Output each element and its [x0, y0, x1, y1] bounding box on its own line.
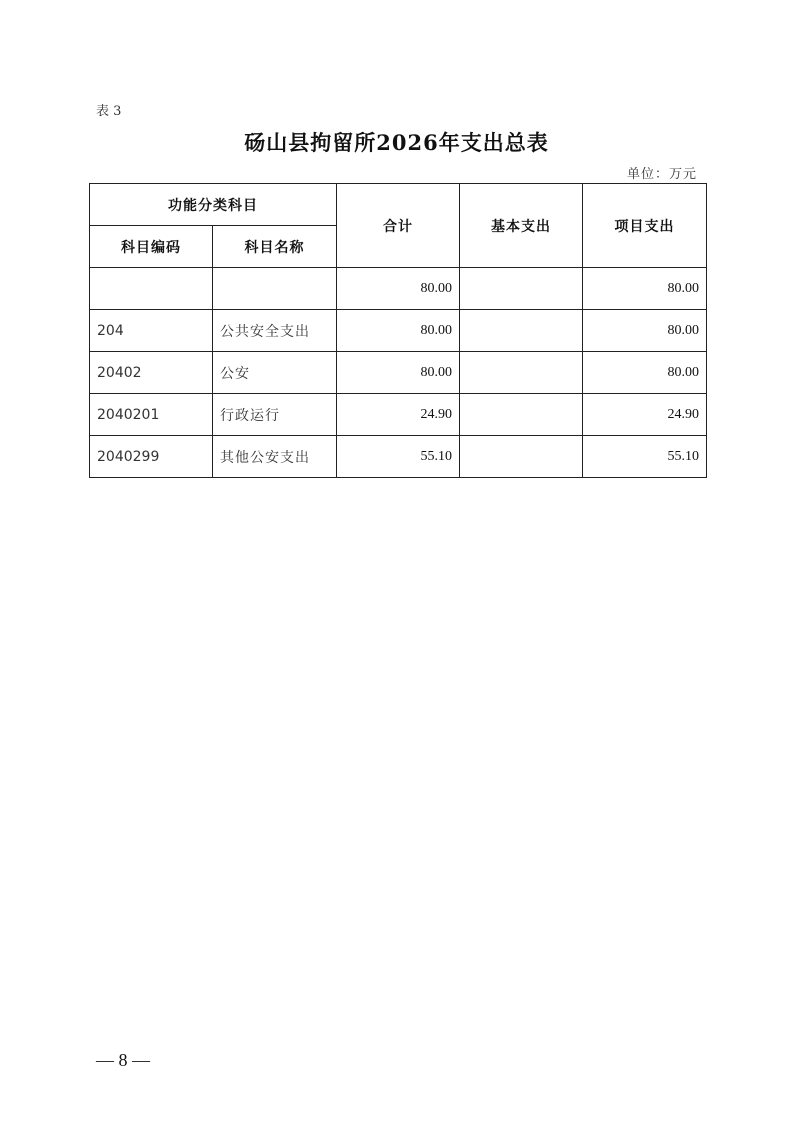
- table-row: [90, 436, 707, 478]
- cell-total: 55.10: [337, 436, 460, 478]
- cell-project: 24.90: [583, 394, 707, 436]
- table-row: [90, 352, 707, 394]
- cell-basic: [460, 394, 583, 436]
- cell-name: 公共安全支出: [213, 310, 337, 352]
- cell-name: 其他公安支出: [213, 436, 337, 478]
- header-function-category: 功能分类科目: [90, 184, 337, 226]
- header-subject-code: 科目编码: [90, 226, 213, 268]
- cell-basic: [460, 310, 583, 352]
- cell-basic: [460, 436, 583, 478]
- table-row: [90, 310, 707, 352]
- expenditure-table: [89, 183, 707, 478]
- cell-code: 2040299: [90, 436, 213, 478]
- cell-project: 55.10: [583, 436, 707, 478]
- cell-total: 80.00: [337, 268, 460, 310]
- table-row: [90, 268, 707, 310]
- cell-project: 80.00: [583, 310, 707, 352]
- header-project-expenditure: 项目支出: [583, 184, 707, 268]
- header-basic-expenditure: 基本支出: [460, 184, 583, 268]
- page-title: 砀山县拘留所2026年支出总表: [244, 130, 549, 155]
- cell-code: 20402: [90, 352, 213, 394]
- cell-project: 80.00: [583, 352, 707, 394]
- cell-code: 204: [90, 310, 213, 352]
- header-subject-name: 科目名称: [213, 226, 337, 268]
- cell-basic: [460, 352, 583, 394]
- unit-label: 单位：万元: [626, 167, 697, 182]
- cell-name: [213, 268, 337, 310]
- cell-name: 行政运行: [213, 394, 337, 436]
- table-label: 表 3: [96, 104, 122, 119]
- page-number: — 8 —: [96, 1050, 150, 1070]
- cell-code: [90, 268, 213, 310]
- cell-total: 80.00: [337, 352, 460, 394]
- cell-name: 公安: [213, 352, 337, 394]
- cell-total: 80.00: [337, 310, 460, 352]
- header-total: 合计: [337, 184, 460, 268]
- cell-total: 24.90: [337, 394, 460, 436]
- cell-project: 80.00: [583, 268, 707, 310]
- table-row: [90, 394, 707, 436]
- cell-code: 2040201: [90, 394, 213, 436]
- cell-basic: [460, 268, 583, 310]
